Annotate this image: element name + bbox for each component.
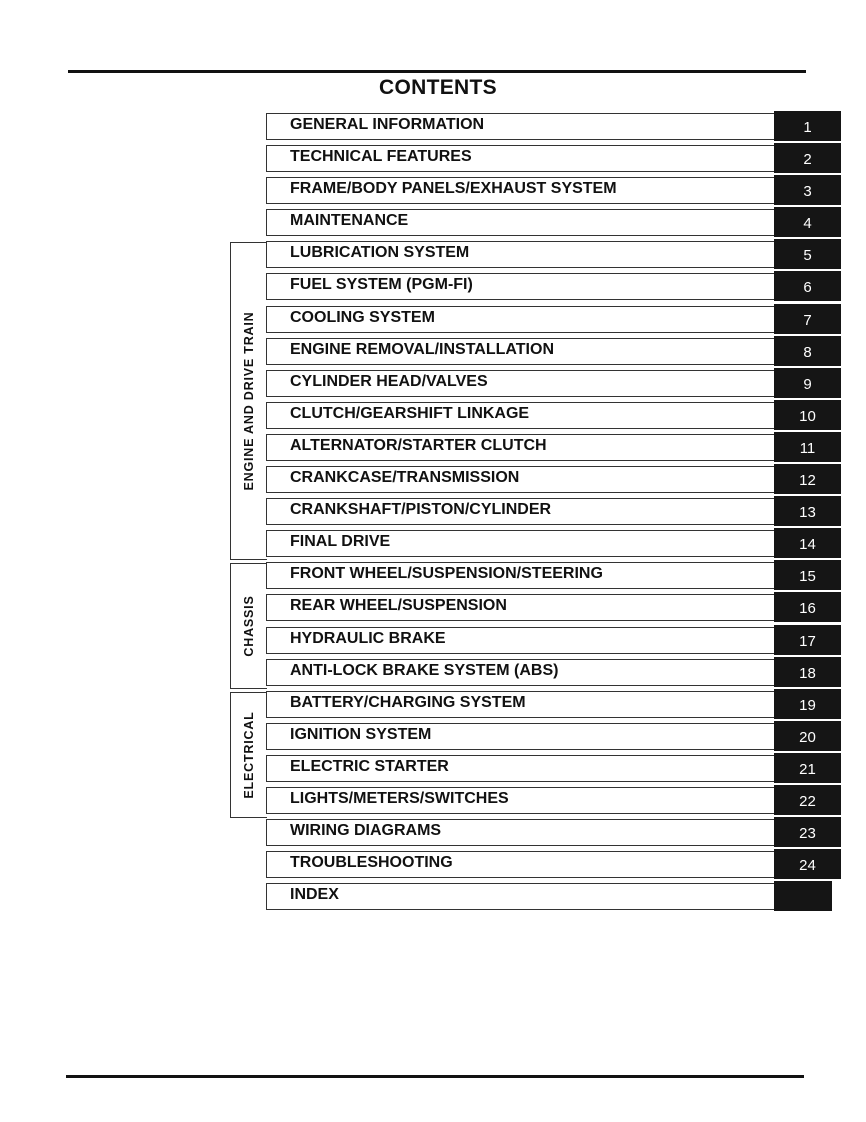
toc-row-electric-starter[interactable] <box>266 753 841 785</box>
group-engine-drive-train <box>230 242 267 560</box>
toc-row-troubleshooting[interactable] <box>266 849 841 881</box>
toc-row-wiring-diagrams[interactable] <box>266 817 841 849</box>
toc-row-ignition-system[interactable] <box>266 721 841 753</box>
section-tab[interactable]: 14 <box>774 528 841 558</box>
toc-label[interactable]: FUEL SYSTEM (PGM-FI) <box>290 276 473 294</box>
toc-label[interactable]: FRAME/BODY PANELS/EXHAUST SYSTEM <box>290 180 617 198</box>
group-electrical <box>230 692 267 818</box>
section-tab[interactable]: 15 <box>774 560 841 590</box>
section-tab[interactable]: 13 <box>774 496 841 526</box>
toc-label[interactable]: ELECTRIC STARTER <box>290 757 449 775</box>
section-tab[interactable]: 3 <box>774 175 841 205</box>
section-tab[interactable]: 22 <box>774 785 841 815</box>
toc-label[interactable]: REAR WHEEL/SUSPENSION <box>290 597 507 615</box>
toc-row-cylinder-head[interactable] <box>266 368 841 400</box>
toc-label[interactable]: BATTERY/CHARGING SYSTEM <box>290 693 526 711</box>
toc-label[interactable]: ANTI-LOCK BRAKE SYSTEM (ABS) <box>290 661 559 679</box>
section-tab[interactable]: 20 <box>774 721 841 751</box>
toc-row-lights-meters[interactable] <box>266 785 841 817</box>
group-chassis <box>230 563 267 689</box>
section-tab[interactable]: 21 <box>774 753 841 783</box>
section-tab[interactable]: 24 <box>774 849 841 879</box>
toc-row-maintenance[interactable] <box>266 207 841 239</box>
page-title: CONTENTS <box>379 76 497 99</box>
section-tab[interactable]: 4 <box>774 207 841 237</box>
toc-row-battery-charging[interactable] <box>266 689 841 721</box>
toc-row-crankcase[interactable] <box>266 464 841 496</box>
toc-row-frame-body-exhaust[interactable] <box>266 175 841 207</box>
section-tab[interactable]: 17 <box>774 625 841 655</box>
section-tab[interactable]: 23 <box>774 817 841 847</box>
toc-label[interactable]: LIGHTS/METERS/SWITCHES <box>290 789 509 807</box>
toc-row-hydraulic-brake[interactable] <box>266 625 841 657</box>
toc-label[interactable]: ALTERNATOR/STARTER CLUTCH <box>290 436 547 454</box>
toc-label[interactable]: CYLINDER HEAD/VALVES <box>290 372 488 390</box>
toc-label[interactable]: LUBRICATION SYSTEM <box>290 244 470 262</box>
section-tab[interactable]: 16 <box>774 592 841 622</box>
toc-row-index[interactable] <box>266 881 841 913</box>
toc-row-abs[interactable] <box>266 657 841 689</box>
toc-row-technical-features[interactable] <box>266 143 841 175</box>
section-tab[interactable]: 8 <box>774 336 841 366</box>
toc-label[interactable]: FINAL DRIVE <box>290 533 391 551</box>
toc-label[interactable]: HYDRAULIC BRAKE <box>290 629 446 647</box>
toc-row-lubrication-system[interactable] <box>266 239 841 271</box>
toc-row-cooling-system[interactable] <box>266 304 841 336</box>
toc-row-fuel-system[interactable] <box>266 271 841 303</box>
toc-label[interactable]: CLUTCH/GEARSHIFT LINKAGE <box>290 404 530 422</box>
toc-row-general-information[interactable] <box>266 111 841 143</box>
toc-label[interactable]: INDEX <box>290 886 339 904</box>
section-tab[interactable]: 2 <box>774 143 841 173</box>
section-tab[interactable] <box>774 881 832 911</box>
section-tab[interactable]: 7 <box>774 304 841 334</box>
section-tab[interactable]: 18 <box>774 657 841 687</box>
toc-label[interactable]: CRANKCASE/TRANSMISSION <box>290 469 520 487</box>
toc-label[interactable]: CRANKSHAFT/PISTON/CYLINDER <box>290 501 552 519</box>
section-tab[interactable]: 5 <box>774 239 841 269</box>
section-tab[interactable]: 10 <box>774 400 841 430</box>
toc-row-rear-wheel[interactable] <box>266 592 841 624</box>
toc-label[interactable]: GENERAL INFORMATION <box>290 116 485 133</box>
toc-label[interactable]: IGNITION SYSTEM <box>290 725 432 743</box>
section-tab[interactable]: 6 <box>774 271 841 301</box>
toc-row-crankshaft[interactable] <box>266 496 841 528</box>
toc-label[interactable]: TROUBLESHOOTING <box>290 854 453 872</box>
toc-row-clutch-gearshift[interactable] <box>266 400 841 432</box>
group-label-electrical: ELECTRICAL <box>242 711 256 799</box>
group-label-engine: ENGINE AND DRIVE TRAIN <box>242 311 256 491</box>
top-rule <box>68 70 806 73</box>
toc-label[interactable]: MAINTENANCE <box>290 212 409 230</box>
toc-row-alternator[interactable] <box>266 432 841 464</box>
toc-label[interactable]: WIRING DIAGRAMS <box>290 822 442 840</box>
bottom-rule <box>66 1075 804 1078</box>
toc-row-front-wheel[interactable] <box>266 560 841 592</box>
toc-label[interactable]: TECHNICAL FEATURES <box>290 148 472 166</box>
section-tab[interactable]: 11 <box>774 432 841 462</box>
section-tab[interactable]: 1 <box>774 111 841 141</box>
toc-row-final-drive[interactable] <box>266 528 841 560</box>
toc-label[interactable]: COOLING SYSTEM <box>290 308 435 326</box>
group-label-chassis: CHASSIS <box>242 595 256 657</box>
toc-label[interactable]: FRONT WHEEL/SUSPENSION/STEERING <box>290 565 603 583</box>
section-tab[interactable]: 12 <box>774 464 841 494</box>
toc-label[interactable]: ENGINE REMOVAL/INSTALLATION <box>290 340 554 358</box>
section-tab[interactable]: 9 <box>774 368 841 398</box>
toc-row-engine-removal[interactable] <box>266 336 841 368</box>
table-of-contents <box>266 111 841 913</box>
section-tab[interactable]: 19 <box>774 689 841 719</box>
